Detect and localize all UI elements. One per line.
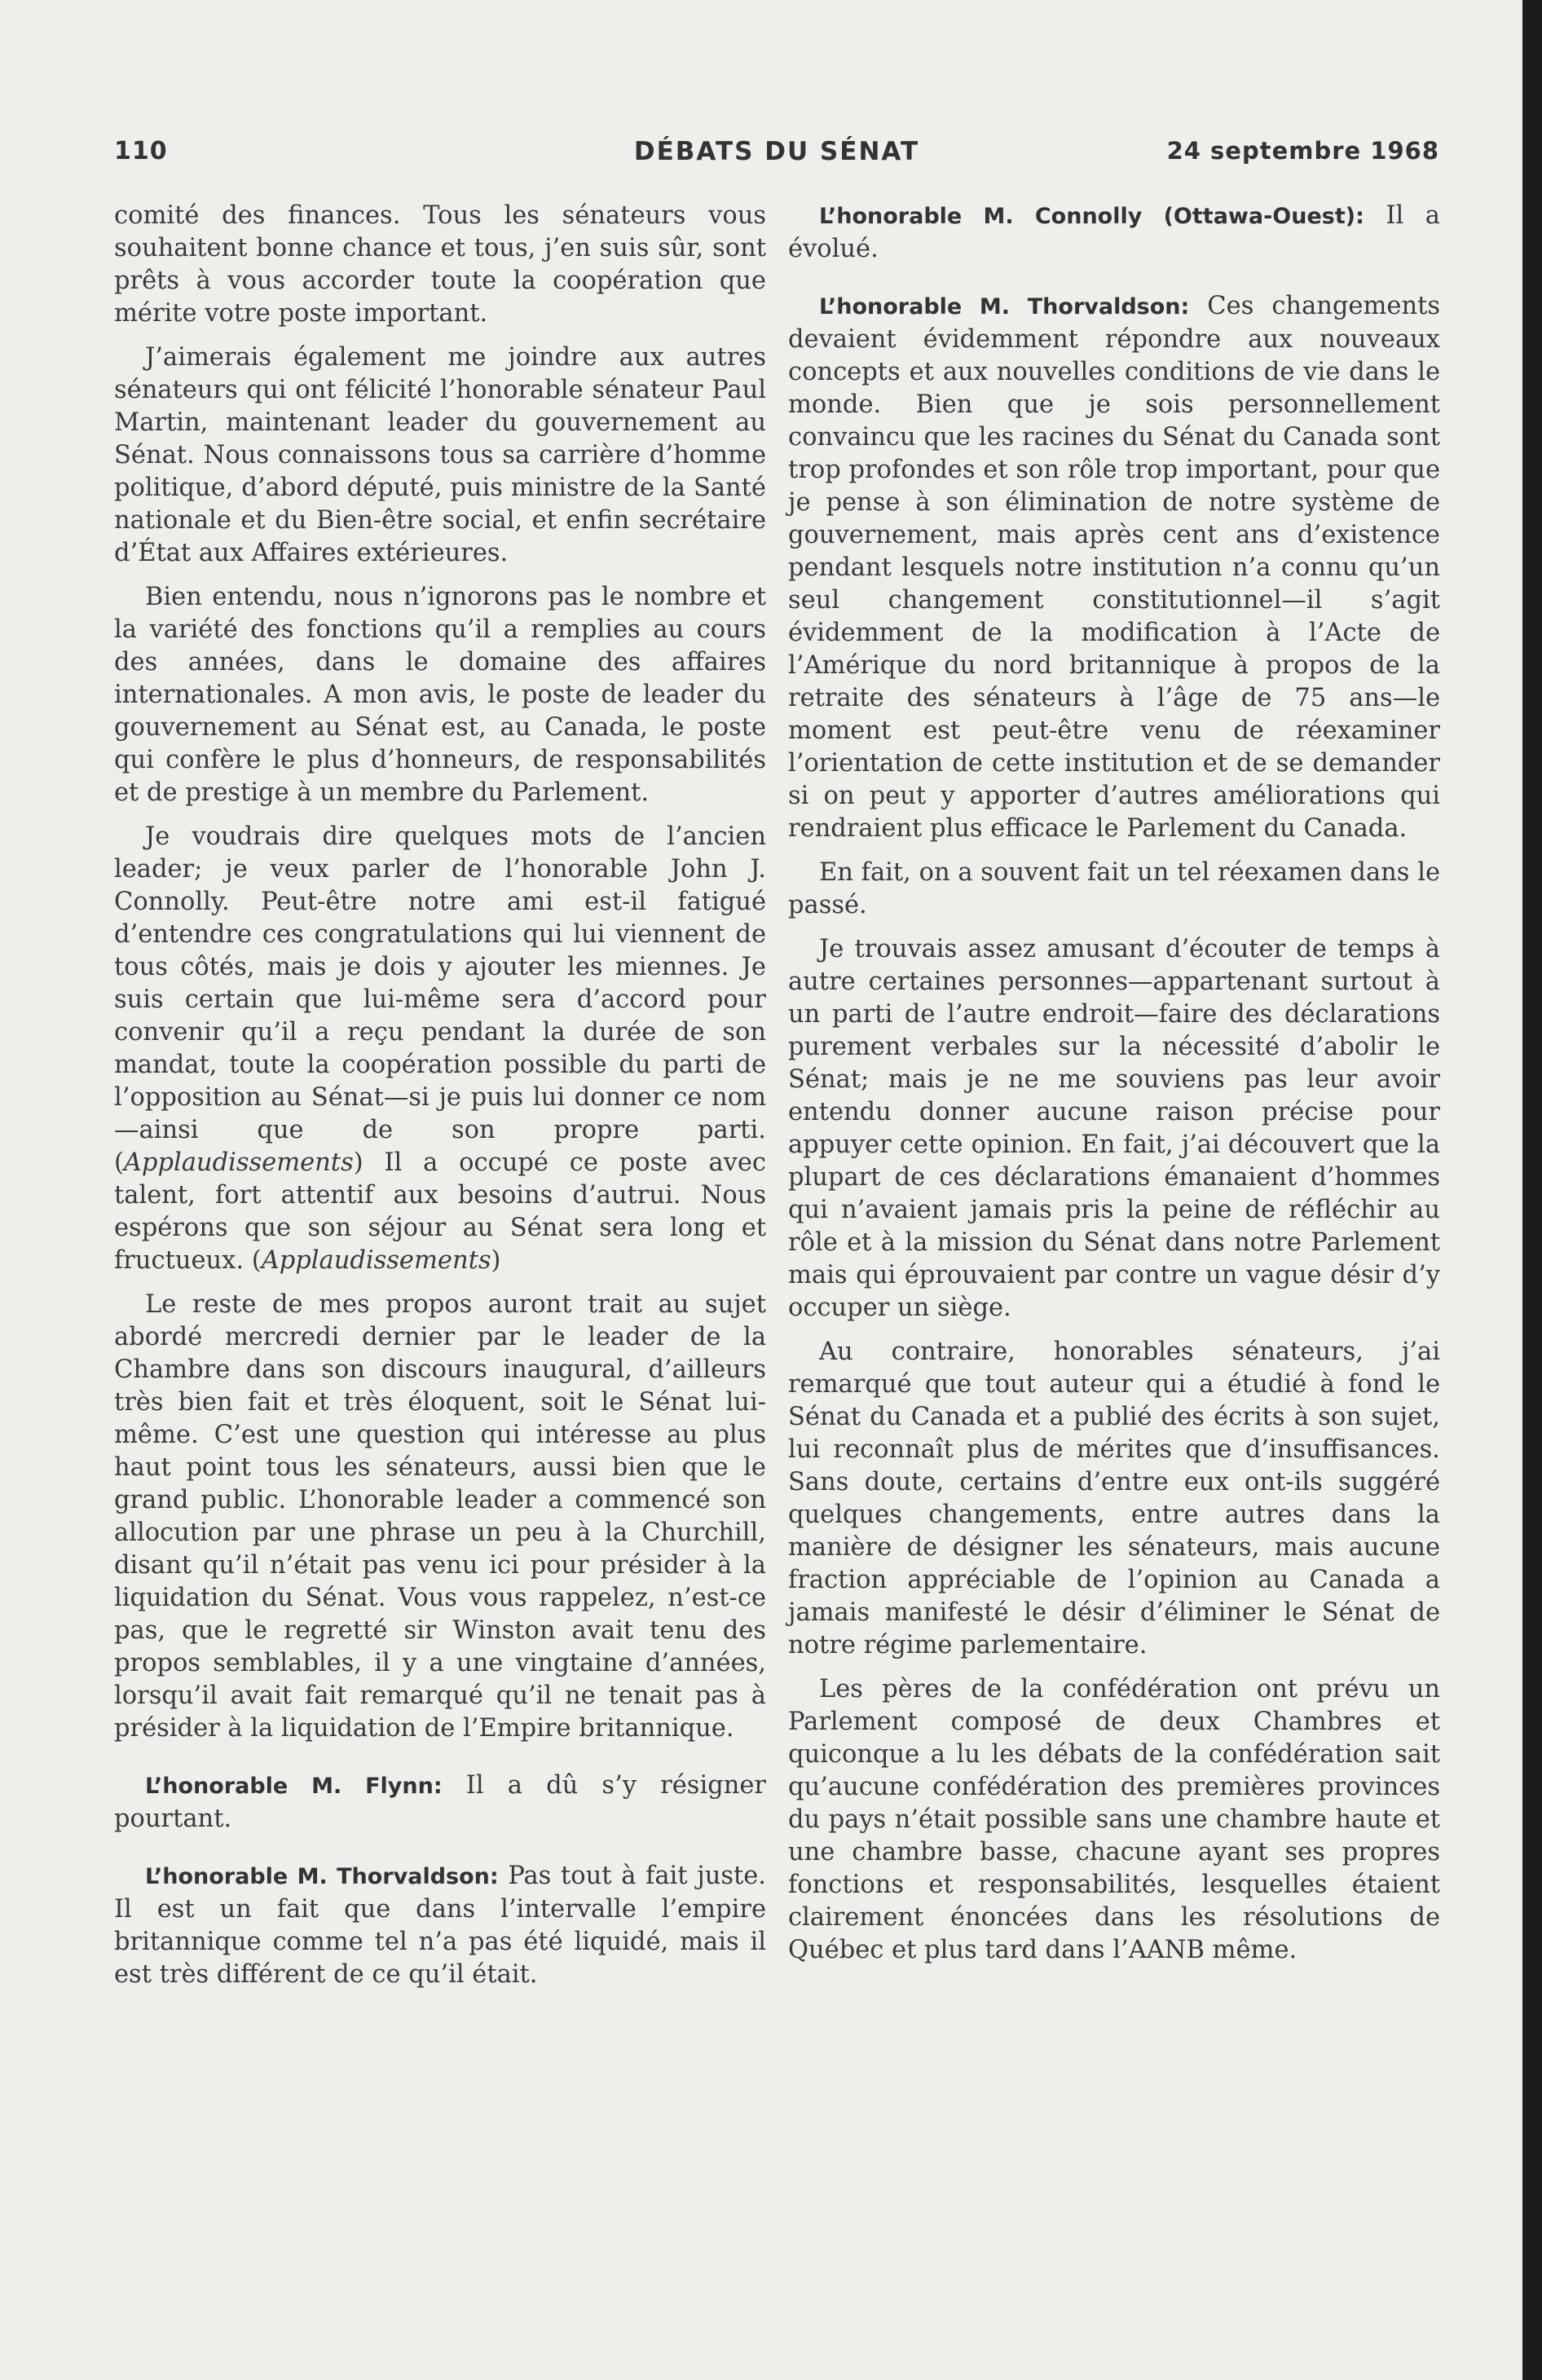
paragraph-text: ) (491, 1246, 501, 1275)
right-column (788, 200, 1440, 1978)
left-column (114, 200, 766, 2003)
paragraph (114, 821, 766, 1277)
speaker-name: L’honorable M. Thorvaldson: (145, 1864, 499, 1889)
running-header (114, 137, 1439, 178)
paragraph: Bien entendu, nous n’ignorons pas le nombre et la variété des fonctions qu’il a remplies au cours des années, dans le domaine des affaires internationales. A mon avis, le poste de leader du gouvernement au Sénat est, au Canada, le poste qui confère le plus d’honneurs, de responsabilités et de prestige à un membre du Parlement. (114, 583, 766, 807)
page-title: DÉBATS DU SÉNAT (633, 137, 920, 166)
paragraph-text: ) Il a occupé ce poste avec talent, fort attentif aux besoins d’autrui. Nous espérons que son séjour au Sénat sera long et fructueux. ( (114, 1148, 766, 1275)
paragraph-text: Je voudrais dire quelques mots de l’ancien leader; je veux parler de l’honorable John J. Connolly. Peut-être notre ami est-il fatigué d’entendre ces congratulations qui lui viennent de tous côtés, mais je dois y ajouter les miennes. Je suis certain que lui-même sera d’accord pour convenir qu’il a reçu pendant la durée de son mandat, toute la coopération possible du parti de l’opposition au Sénat—si je puis lui donner ce nom—ainsi que de son propre parti. ( (114, 822, 766, 1177)
speech-paragraph (114, 1770, 766, 1836)
paragraph: Je trouvais assez amusant d’écouter de temps à autre certaines personnes—appartenant surtout à un parti de l’autre endroit—faire des déclarations purement verbales sur la nécessité d’abolir le Sénat; mais je ne me souviens pas leur avoir entendu donner aucune raison précise pour appuyer cette opinion. En fait, j’ai découvert que la plupart de ces déclarations émanaient d’hommes qui n’avaient jamais pris la peine de réfléchir au rôle et à la mission du Sénat dans notre Parlement mais qui éprouvaient par contre un vague désir d’y occuper un siège. (788, 935, 1440, 1322)
applause-note: Applaudissements (123, 1148, 354, 1177)
paragraph: Les pères de la confédération ont prévu un Parlement composé de deux Chambres et quiconque a lu les débats de la confédération sait qu’aucune confédération des premières provinces du pays n’était possible sans une chambre haute et une chambre basse, chacune ayant ses propres fonctions et responsabilités, lesquelles étaient clairement énoncées dans les résolutions de Québec et plus tard dans l’AANB même. (788, 1675, 1440, 1964)
speech-paragraph (788, 200, 1440, 266)
paragraph: comité des finances. Tous les sénateurs vous souhaitent bonne chance et tous, j’en suis sûr, sont prêts à vous accorder toute la coopération que mérite votre poste important. (114, 201, 766, 328)
speech-text: Ces changements devaient évidemment répondre aux nouveaux concepts et aux nouvelles conditions de vie dans le monde. Bien que je sois personnellement convaincu que les racines du Sénat du Canada sont trop profondes et son rôle trop important, pour que je pense à son élimination de notre système de gouvernement, mais après cent ans d’existence pendant lesquels notre institution n’a connu qu’un seul changement constitutionnel—il s’agit évidemment de la modification à l’Acte de l’Amérique du nord britannique à propos de la retraite des sénateurs à l’âge de 75 ans—le moment est peut-être venu de réexaminer l’orientation de cette institution et de se demander si on peut y apporter d’autres améliorations qui rendraient plus efficace le Parlement du Canada. (788, 292, 1440, 843)
page-number: 110 (114, 137, 168, 165)
paragraph: Au contraire, honorables sénateurs, j’ai remarqué que tout auteur qui a étudié à fond le Sénat du Canada et a publié des écrits à son sujet, lui reconnaît plus de mérites que d’insuffisances. Sans doute, certains d’entre eux ont-ils suggéré quelques changements, entre autres dans la manière de désigner les sénateurs, mais aucune fraction appréciable de l’opinion au Canada a jamais manifesté le désir d’éliminer le Sénat de notre régime parlementaire. (788, 1338, 1440, 1659)
speech-text: Il a évolué. (788, 201, 1440, 263)
speaker-name: L’honorable M. Connolly (Ottawa-Ouest): (819, 204, 1364, 229)
speech-paragraph (788, 290, 1440, 845)
applause-note: Applaudissements (261, 1246, 491, 1275)
speaker-name: L’honorable M. Flynn: (145, 1774, 443, 1799)
speaker-name: L’honorable M. Thorvaldson: (819, 294, 1190, 320)
speech-text: Pas tout à fait juste. Il est un fait que dans l’intervalle l’empire britannique comme tel n’a pas été liquidé, mais il est très différent de ce qu’il était. (114, 1862, 766, 1989)
speech-text: Il a dû s’y résigner pourtant. (114, 1771, 766, 1833)
paragraph: J’aimerais également me joindre aux autres sénateurs qui ont félicité l’honorable sénateur Paul Martin, maintenant leader du gouvernement au Sénat. Nous connaissons tous sa carrière d’homme politique, d’abord député, puis ministre de la Santé nationale et du Bien-être social, et enfin secrétaire d’État aux Affaires extérieures. (114, 343, 766, 567)
paragraph: Le reste de mes propos auront trait au sujet abordé mercredi dernier par le leader de la Chambre dans son discours inaugural, d’ailleurs très bien fait et très éloquent, soit le Sénat lui-même. C’est une question qui intéresse au plus haut point tous les sénateurs, aussi bien que le grand public. L’honorable leader a commencé son allocution par une phrase un peu à la Churchill, disant qu’il n’était pas venu ici pour présider à la liquidation du Sénat. Vous vous rappelez, n’est-ce pas, que le regretté sir Winston avait tenu des propos semblables, il y a une vingtaine d’années, lorsqu’il avait fait remarqué qu’il ne tenait pas à présider à la liquidation de l’Empire britannique. (114, 1290, 766, 1743)
header-date: 24 septembre 1968 (1166, 137, 1439, 165)
scan-edge (1522, 0, 1542, 2380)
paragraph: En fait, on a souvent fait un tel réexamen dans le passé. (788, 858, 1440, 919)
speech-paragraph (114, 1860, 766, 1991)
